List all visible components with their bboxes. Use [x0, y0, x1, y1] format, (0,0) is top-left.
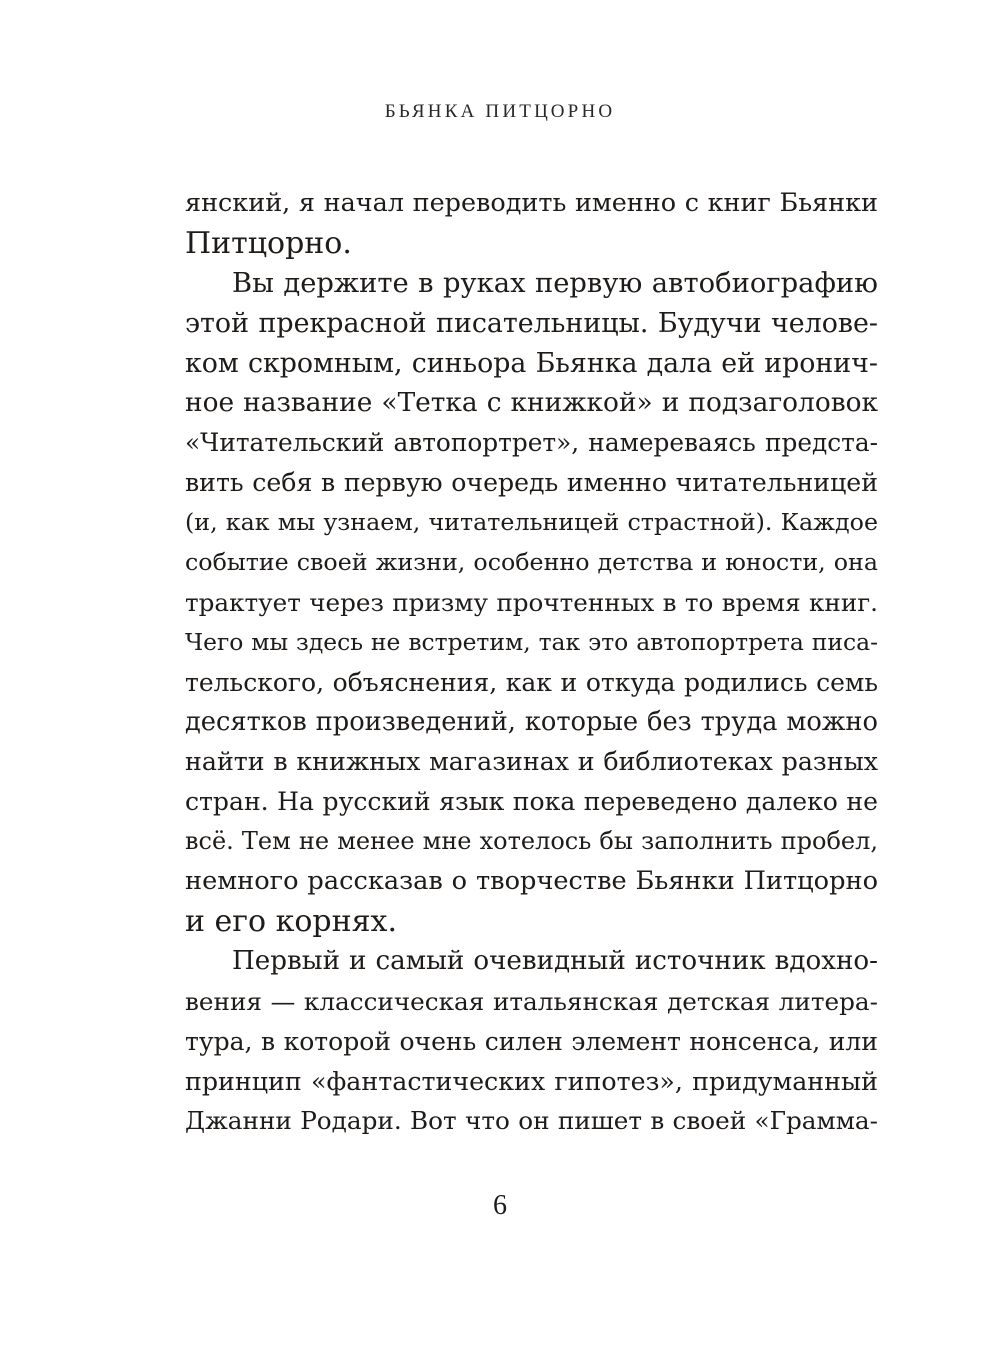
- text-line: тура, в которой очень силен элемент нонсенса, или: [185, 1026, 878, 1056]
- text-line: ное название «Тетка с книжкой» и подзаголовок: [185, 387, 878, 419]
- text-line: вить себя в первую очередь именно читательницей: [185, 468, 878, 498]
- text-line: найти в книжных магазинах и библиотеках разных: [185, 747, 878, 777]
- text-line: десятков произведений, которые без труда можно: [185, 706, 878, 737]
- text-line: «Читательский автопортрет», намереваясь предста-: [185, 428, 878, 458]
- text-line: этой прекрасной писательницы. Будучи челове-: [185, 307, 878, 339]
- text-line: трактует через призму прочтенных в то время книг.: [185, 587, 878, 617]
- text-line: событие своей жизни, особенно детства и юности, она: [185, 548, 878, 577]
- text-line: Вы держите в руках первую автобиографию: [232, 267, 878, 299]
- text-line: Чего мы здесь не встретим, так это автопортрета писа-: [185, 627, 878, 656]
- text-line: (и, как мы узнаем, читательницей страстной). Каждое: [185, 508, 878, 537]
- running-head: БЬЯНКА ПИТЦОРНО: [384, 101, 616, 122]
- text-line: тельского, объяснения, как и откуда родились семь: [185, 667, 878, 697]
- text-line: Первый и самый очевидный источник вдохно-: [232, 945, 878, 976]
- text-line: принцип «фантастических гипотез», придуманный: [185, 1066, 878, 1096]
- text-line: всё. Тем не менее мне хотелось бы заполнить пробел,: [185, 827, 878, 856]
- text-line: стран. На русский язык пока переведено далеко не: [185, 787, 878, 817]
- text-line: янский, я начал переводить именно с книг Бьянки: [185, 188, 878, 218]
- text-line: и его корнях.: [185, 904, 397, 940]
- text-line: ком скромным, синьора Бьянка дала ей иронич‑: [185, 347, 878, 379]
- text-line: Джанни Родари. Вот что он пишет в своей «Грамма-: [185, 1106, 878, 1136]
- body-text: [185, 184, 878, 1141]
- text-line: Питцорно.: [185, 225, 352, 261]
- page-number: 6: [493, 1190, 507, 1221]
- text-line: немного рассказав о творчестве Бьянки Питцорно: [185, 866, 878, 897]
- text-line: вения — классическая итальянская детская литера-: [185, 986, 878, 1016]
